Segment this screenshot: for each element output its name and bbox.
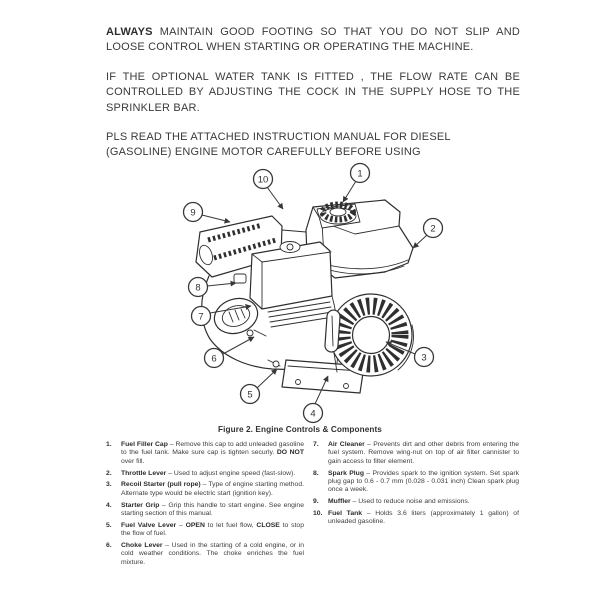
paragraph-read-manual: PLS READ THE ATTACHED INSTRUCTION MANUAL FOR DIESEL (GASOLINE) ENGINE MOTOR CAREFULLY BEFORE USING [106, 131, 451, 159]
callout-10 [254, 170, 273, 189]
item-number: 1. [106, 441, 112, 448]
callout-9 [184, 203, 203, 222]
svg-text:9: 9 [190, 207, 196, 219]
recoil-starter-shape [330, 294, 414, 376]
part-name: Throttle Lever [121, 469, 167, 477]
svg-text:3: 3 [421, 352, 427, 364]
svg-text:6: 6 [211, 353, 217, 365]
list-item-air-cleaner: 7. Air Cleaner – Prevents dirt and other debris from entering the fuel system. Remove wing-nut on top of air filter cannister to gain access to filter element. [313, 441, 520, 465]
list-item-recoil-starter: 3. Recoil Starter (pull rope) – Type of engine starting method. Alternate type would be electric start (ignition key). [106, 481, 304, 497]
list-item-fuel-tank: 10. Fuel Tank – Holds 3.6 liters (approximately 1 gallon) of unleaded gasoline. [313, 510, 519, 526]
engine-line-art [150, 160, 470, 428]
spark-plug-shape [234, 274, 246, 283]
callout-5 [241, 385, 260, 404]
list-item-fuel-valve-lever: 5. Fuel Valve Lever – OPEN to let fuel flow, CLOSE to stop the flow of fuel. [106, 521, 304, 538]
list-item-fuel-filler-cap: 1. Fuel Filler Cap – Remove this cap to add unleaded gasoline to the fuel tank. Make sure cap is tighten securly. DO NOT over fill. [106, 441, 304, 465]
callout-2 [424, 219, 443, 238]
item-number: 8. [313, 469, 319, 477]
part-name: Air Cleaner [328, 441, 365, 448]
item-number: 9. [313, 498, 319, 506]
callout-1 [351, 164, 370, 183]
paragraph-footing-warning: ALWAYS MAINTAIN GOOD FOOTING SO THAT YOU DO NOT SLIP AND LOOSE CONTROL WHEN STARTING OR OPERATING THE MACHINE. [106, 26, 520, 54]
parts-list-left-column [106, 441, 304, 571]
callout-7 [192, 307, 211, 326]
list-item-starter-grip: 4. Starter Grip – Grip this handle to start engine. See engine starting section of this manual. [106, 501, 304, 518]
item-number: 7. [313, 441, 319, 448]
parts-list-right-column [313, 441, 519, 571]
body-text-block [106, 25, 520, 175]
list-item-muffler: 9. Muffler – Used to reduce noise and emissions. [313, 498, 470, 506]
part-name: Muffler [328, 498, 351, 506]
item-number: 4. [106, 501, 112, 509]
svg-text:1: 1 [357, 168, 363, 180]
item-number: 5. [106, 521, 112, 529]
wing-nut-icon [287, 244, 293, 250]
svg-text:7: 7 [198, 311, 204, 323]
callout-4 [304, 404, 323, 423]
item-number: 10. [313, 510, 323, 518]
svg-text:8: 8 [195, 282, 201, 294]
part-name: Fuel Valve Lever [121, 521, 177, 529]
air-cleaner-shape [250, 242, 332, 310]
item-number: 2. [106, 469, 112, 477]
paragraph-water-tank: IF THE OPTIONAL WATER TANK IS FITTED , THE FLOW RATE CAN BE CONTROLLED BY ADJUSTING THE COCK IN THE SUPPLY HOSE TO THE SPRINKLER BAR. [106, 70, 520, 114]
callout-3 [415, 348, 434, 367]
choke-lever-shape [254, 330, 266, 336]
figure-caption: Figure 2. Engine Controls & Components [218, 425, 382, 434]
part-name: Choke Lever [121, 542, 163, 550]
part-name: Starter Grip [121, 501, 160, 509]
engine-diagram [150, 160, 470, 428]
list-item-spark-plug: 8. Spark Plug – Provides spark to the ignition system. Set spark plug gap to 0.6 - 0.7 mm (0.028 - 0.031 inch) Clean spark plug once a week. [313, 469, 519, 494]
list-item-choke-lever: 6. Choke Lever – Used in the starting of a cold engine, or in cold weather conditions. The choke enriches the fuel mixture. [106, 542, 304, 566]
item-number: 6. [106, 542, 112, 550]
svg-text:5: 5 [247, 389, 253, 401]
svg-text:10: 10 [257, 174, 269, 186]
part-name: Spark Plug [328, 469, 364, 477]
item-number: 3. [106, 481, 112, 489]
callout-8 [189, 278, 208, 297]
list-item-throttle-lever: 2. Throttle Lever – Used to adjust engine speed (fast-slow). [106, 469, 296, 477]
svg-text:2: 2 [430, 223, 436, 235]
part-name: Fuel Filler Cap [121, 441, 168, 448]
parts-list [106, 441, 519, 571]
svg-text:4: 4 [310, 408, 316, 420]
always-bold: ALWAYS [106, 26, 153, 38]
part-name: Recoil Starter (pull rope) [121, 481, 201, 489]
part-name: Fuel Tank [328, 510, 363, 518]
callout-6 [205, 349, 224, 368]
